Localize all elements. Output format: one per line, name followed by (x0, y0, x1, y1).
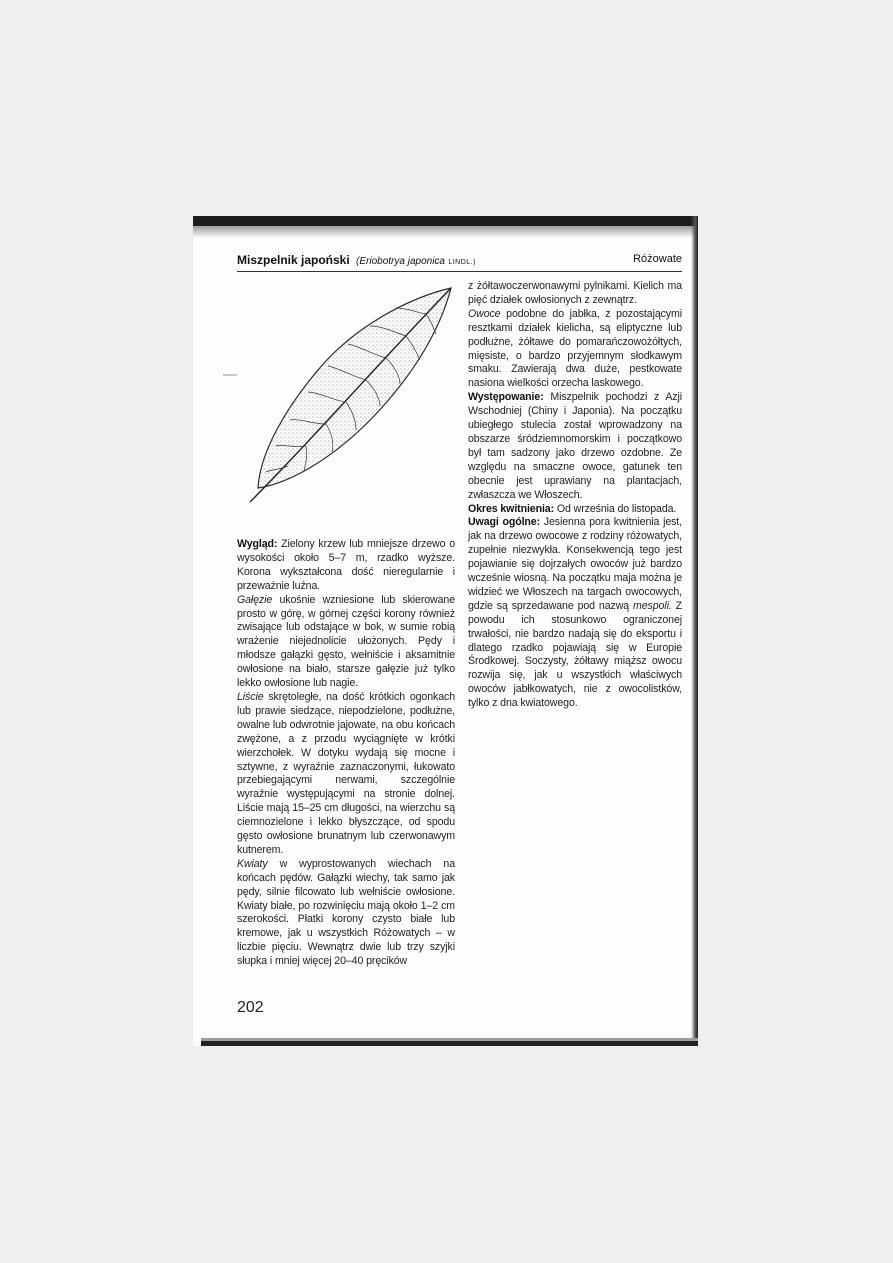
section-text: skrętoległe, na dość krótkich ogonkach lub prawie siedzące, niepodzielone, podłużne, owalne lub odwrotnie jajowate, na obu końcach zwężone, a z przodu wyciągnięte w krótki wierzchołek. W dotyku wydają się mocne i sztywne, z wyraźnie zaznaczonymi, łukowato przebiegającymi nerwami, szczególnie wyraźnie występującymi na stronie dolnej. Liście mają 15–25 cm długości, na wierzchu są ciemnozielone i lekko błyszczące, od spodu gęsto owłosione brunatnym lub czerwonawym kutnerem. (237, 690, 455, 856)
section-text: Jesienna pora kwitnienia jest, jak na drzewo owocowe z rodziny różowatych, zupełnie niezwykła. Konsekwencją tego jest pojawianie się dojrzałych owoców już bardzo wcześnie wiosną. Na początku maja można je widzieć we Włoszech na targach owocowych, gdzie są sprzedawane pod nazwą (468, 516, 682, 612)
branches-paragraph (237, 594, 455, 691)
flowers-paragraph (237, 858, 455, 969)
header-rule (237, 271, 682, 272)
family-name: Różowate (633, 253, 682, 265)
italic-term: mespoli. (633, 599, 672, 612)
remarks-paragraph (468, 516, 682, 711)
scan-mark (223, 374, 237, 376)
section-label: Występowanie: (468, 391, 544, 404)
latin-name: (Eriobotrya japonica (356, 256, 445, 267)
section-text: podobne do jabłka, z pozostającymi resztkami działek kielicha, są eliptyczne lub podłużne, żółtawe do pomarańczowożółtych, mięsiste, o bardzo przyjemnym słodkawym smaku. Zawierają dwa duże, pestkowate nasiona wielkości orzecha laskowego. (468, 307, 682, 390)
section-term: Gałęzie (237, 593, 273, 606)
fruits-paragraph (468, 308, 682, 391)
running-header (237, 253, 682, 271)
page-number: 202 (237, 999, 264, 1016)
species-title: Miszpelnik japoński (237, 253, 350, 267)
text-column-right (468, 280, 682, 711)
section-text: Zielony krzew lub mniejsze drzewo o wysokości około 5–7 m, rzadko wyższe. Korona wykształcona dość nieregularnie i przeważnie luźna. (237, 538, 455, 592)
author-abbrev: LINDL.) (448, 259, 476, 266)
section-label: Okres kwitnienia: (468, 502, 555, 515)
description-paragraph (237, 538, 455, 594)
scan-top-shadow (193, 226, 698, 238)
section-text: w wyprostowanych wiechach na końcach pędów. Gałązki wiechy, tak samo jak pędy, silnie filcowato lub wełniście owłosione. Kwiaty białe, po rozwinięciu mają około 1–2 cm szerokości. Płatki korony czysto białe lub kremowe, jak u wszystkich Różowatych – w liczbie pięciu. Wewnątrz dwie lub trzy szyjki słupka i mniej więcej 20–40 pręcików (237, 857, 455, 968)
flowering-paragraph (468, 503, 682, 517)
scan-right-edge (691, 216, 698, 1046)
leaves-paragraph (237, 691, 455, 858)
scan-bottom-edge (201, 1041, 698, 1046)
section-label: Wygląd: (237, 538, 278, 550)
occurrence-paragraph (468, 391, 682, 502)
section-text: Z powodu ich stosunkowo ograniczonej trwałości, nie bardzo nadają się do eksportu i dlatego rzadko pojawiają się w Europie Środkowej. Soczysty, żółtawy miąższ owocu rozwija się, jak u wszystkich właściwych owoców jabłkowatych, nie z owocolistków, tylko z dna kwiatowego. (468, 599, 682, 710)
section-term: Liście (237, 690, 264, 703)
section-label: Uwagi ogólne: (468, 516, 541, 529)
section-text: ukośnie wzniesione lub skierowane prosto w górę, w górnej części korony również zwisające lub odstające w bok, w sumie robią wrażenie niejednolicie ułożonych. Pędy i młodsze gałązki gęsto, wełniście i aksamitnie owłosione na biało, starsze gałęzie już tylko lekko owłosione lub nagie. (237, 593, 455, 690)
text-column-left (237, 538, 455, 969)
section-text: Miszpelnik pochodzi z Azji Wschodniej (Chiny i Japonia). Na początku ubiegłego stulecia został wprowadzony na obszarze śródziemnomorskim i początkowo był tam sadzony jako drzewo ozdobne. Ze względu na smaczne owoce, gatunek ten obecnie jest uprawiany na plantacjach, zwłaszcza we Włoszech. (468, 391, 682, 501)
section-term: Kwiaty (237, 857, 268, 870)
section-term: Owoce (468, 307, 501, 320)
continuation-paragraph (468, 280, 682, 308)
section-text: Od września do listopada. (554, 502, 677, 515)
leaf-illustration (248, 284, 458, 506)
scanned-book-page (193, 216, 698, 1046)
section-text: z żółtawoczerwonawymi pylnikami. Kielich ma pięć działek owłosionych z zewnątrz. (468, 280, 682, 306)
scan-top-edge (193, 216, 698, 226)
